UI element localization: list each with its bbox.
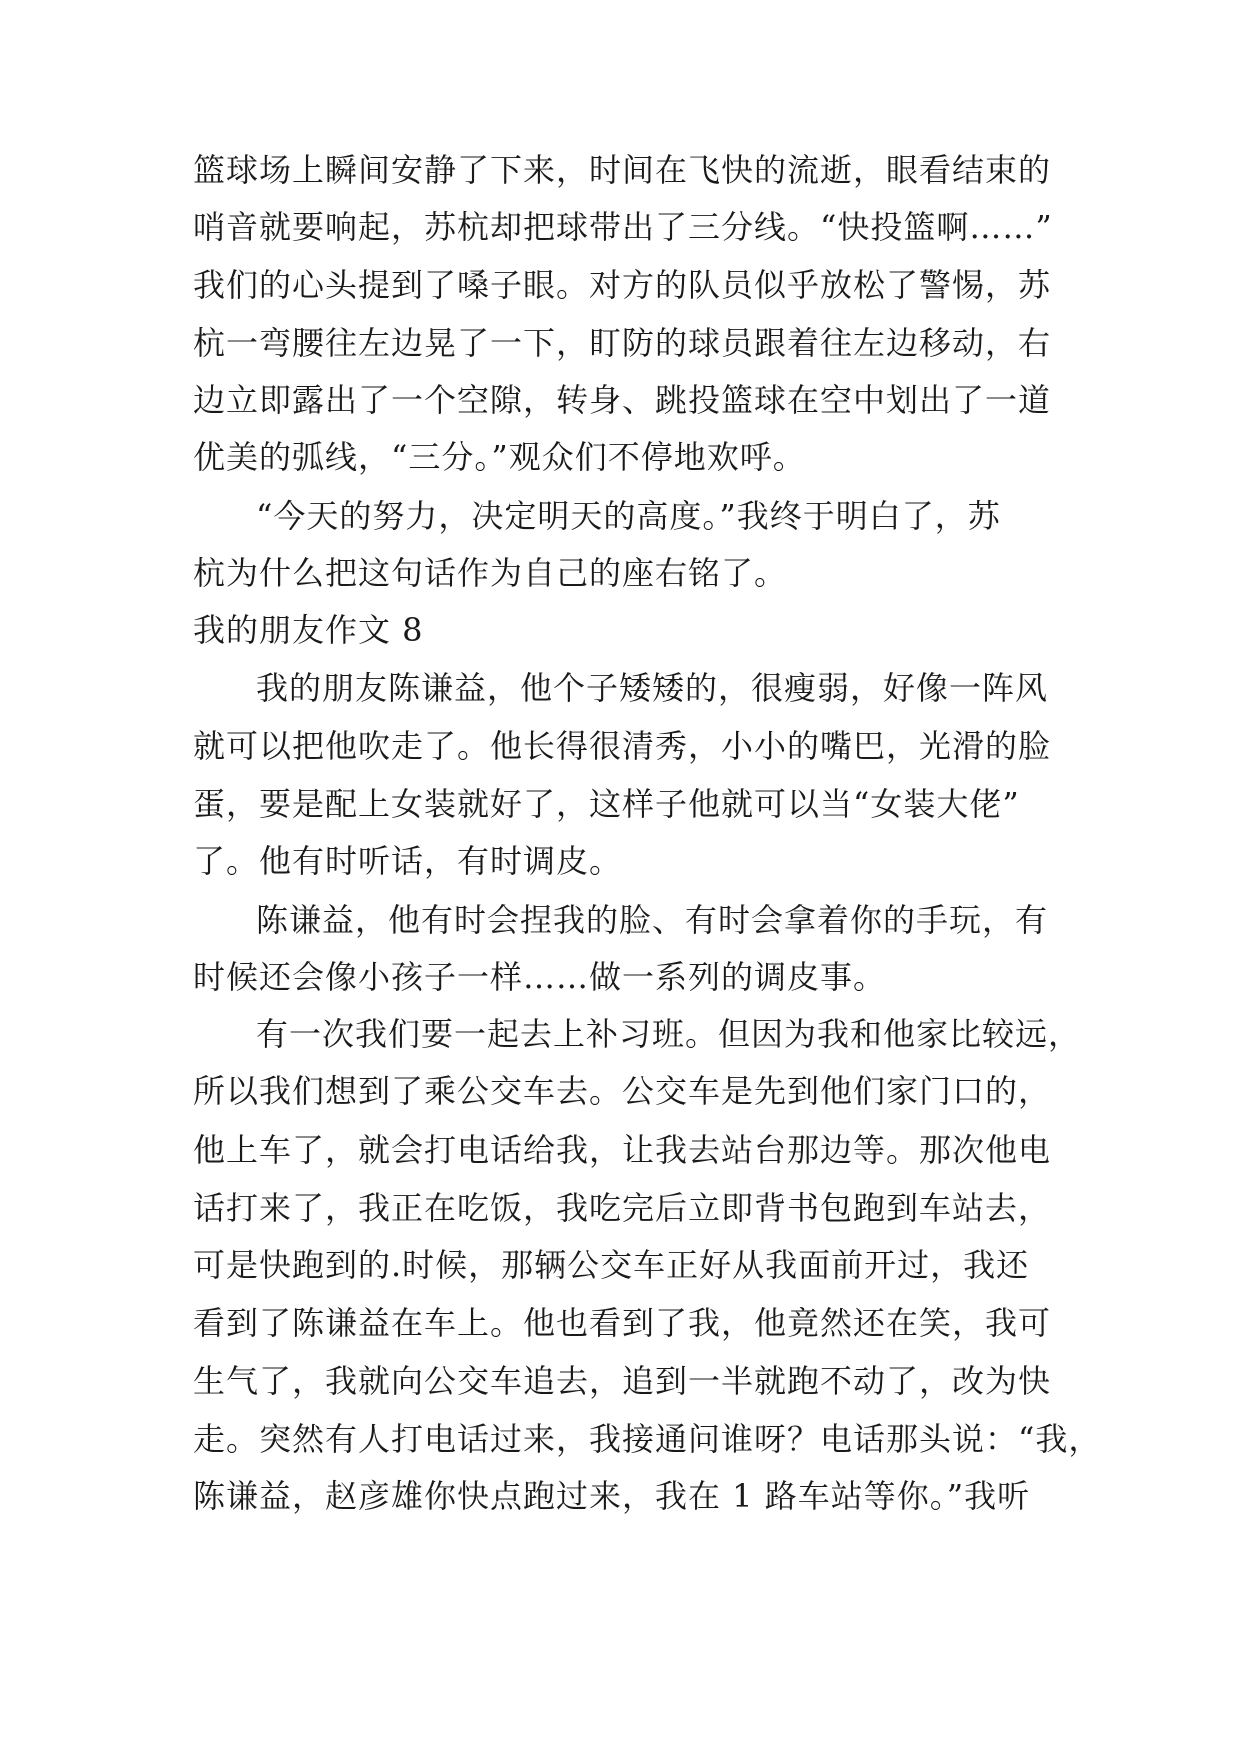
text-line-17: 他上车了，就会打电话给我，让我去站台那边等。那次他电: [193, 1131, 1052, 1169]
text-line-10: 就可以把他吹走了。他长得很清秀，小小的嘴巴，光滑的脸: [193, 727, 1052, 765]
text-line-18: 话打来了，我正在吃饭，我吃完后立即背书包跑到车站去，: [193, 1189, 1052, 1227]
text-line-14: 时候还会像小孩子一样……做一系列的调皮事。: [193, 958, 887, 996]
text-line-15: 有一次我们要一起去上补习班。但因为我和他家比较远，: [256, 1015, 1082, 1053]
text-line-13: 陈谦益，他有时会捏我的脸、有时会拿着你的手玩，有: [256, 901, 1049, 939]
text-line-8: 杭为什么把这句话作为自己的座右铭了。: [193, 554, 788, 592]
text-line-2: 哨音就要响起，苏杭却把球带出了三分线。“快投篮啊……”: [193, 208, 1053, 246]
text-line-20: 看到了陈谦益在车上。他也看到了我，他竟然还在笑，我可: [193, 1304, 1052, 1342]
text-line-21: 生气了，我就向公交车追去，追到一半就跑不动了，改为快: [193, 1362, 1052, 1400]
text-line-9: 我的朋友陈谦益，他个子矮矮的，很瘦弱，好像一阵风: [256, 669, 1049, 707]
text-line-16: 所以我们想到了乘公交车去。公交车是先到他们家门口的，: [193, 1072, 1052, 1110]
text-line-23: 陈谦益，赵彦雄你快点跑过来，我在 1 路车站等你。”我听: [193, 1477, 1031, 1515]
text-line-3: 我们的心头提到了嗓子眼。对方的队员似乎放松了警惕，苏: [193, 266, 1052, 304]
text-line-19: 可是快跑到的.时候，那辆公交车正好从我面前开过，我还: [193, 1246, 1030, 1284]
text-line-5: 边立即露出了一个空隙，转身、跳投篮球在空中划出了一道: [193, 381, 1052, 419]
text-line-7: “今天的努力，决定明天的高度。”我终于明白了，苏: [256, 497, 1001, 535]
text-line-1: 篮球场上瞬间安静了下来，时间在飞快的流逝，眼看结束的: [193, 151, 1052, 189]
section-heading: 我的朋友作文 8: [193, 611, 424, 649]
text-line-22: 走。突然有人打电话过来，我接通问谁呀？电话那头说：“我，: [193, 1420, 1102, 1458]
text-line-4: 杭一弯腰往左边晃了一下，盯防的球员跟着往左边移动，右: [193, 324, 1052, 362]
text-line-6: 优美的弧线，“三分。”观众们不停地欢呼。: [193, 438, 806, 476]
text-line-11: 蛋，要是配上女装就好了，这样子他就可以当“女装大佬”: [193, 785, 1020, 823]
text-line-12: 了。他有时听话，有时调皮。: [193, 842, 623, 880]
